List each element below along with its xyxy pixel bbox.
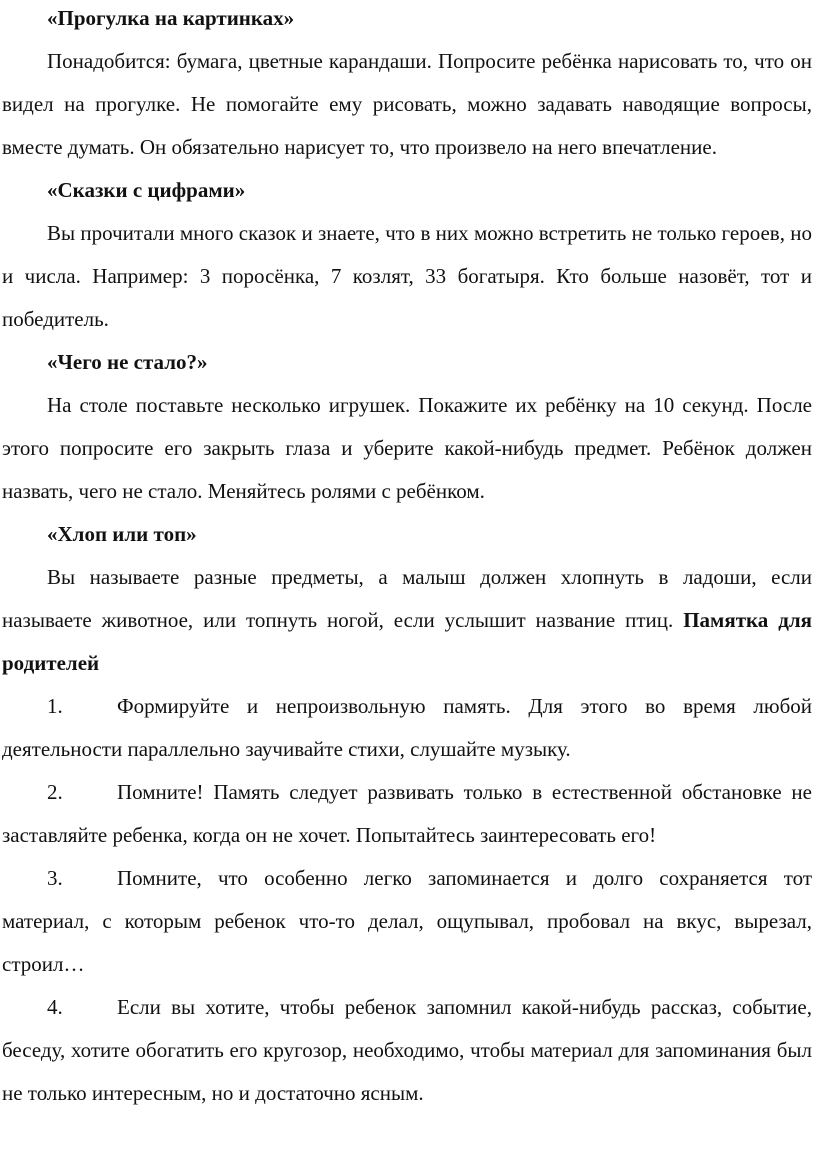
section-body-tales: Вы прочитали много сказок и знаете, что в них можно встретить не только героев, но и числа. Например: 3 поросёнка, 7 козлят, 33 богатыря. Кто больше назовёт, тот и победитель.	[2, 221, 812, 331]
section-body-missing: На столе поставьте несколько игрушек. Покажите их ребёнку на 10 секунд. После этого попросите его закрыть глаза и уберите какой-нибудь предмет. Ребёнок должен назвать, чего не стало. Меняйтесь ролями с ребёнком.	[2, 393, 812, 503]
section-title-tales: «Сказки с цифрами»	[47, 178, 246, 202]
memo-item-number: 1.	[47, 694, 63, 718]
section-title-missing: «Чего не стало?»	[47, 350, 208, 374]
section-body-clap	[2, 556, 812, 685]
section-title-clap: «Хлоп или топ»	[47, 522, 197, 546]
memo-item-4	[2, 986, 812, 1115]
memo-item-1	[2, 685, 812, 771]
section-body-clap-text: Вы называете разные предметы, а малыш должен хлопнуть в ладоши, если называете животное, или топнуть ногой, если услышит название птиц.	[2, 565, 812, 632]
memo-item-text: Помните! Память следует развивать только в естественной обстановке не заставляйте ребенка, когда он не хочет. Попытайтесь заинтересовать его!	[2, 780, 812, 847]
memo-item-number: 4.	[47, 995, 63, 1019]
memo-heading: Памятка для родителей	[2, 608, 813, 675]
memo-item-2	[2, 771, 812, 857]
memo-item-text: Помните, что особенно легко запоминается и долго сохраняется тот материал, с которым ребенок что-то делал, ощупывал, пробовал на вкус, вырезал, строил…	[2, 866, 812, 976]
memo-item-3	[2, 857, 812, 986]
memo-item-number: 2.	[47, 780, 63, 804]
memo-item-text: Формируйте и непроизвольную память. Для этого во время любой деятельности параллельно заучивайте стихи, слушайте музыку.	[2, 694, 812, 761]
memo-item-text: Если вы хотите, чтобы ребенок запомнил какой-нибудь рассказ, событие, беседу, хотите обогатить его кругозор, необходимо, чтобы материал для запоминания был не только интересным, но и достаточно ясным.	[2, 995, 812, 1105]
memo-item-number: 3.	[47, 866, 63, 890]
section-title-walk: «Прогулка на картинках»	[47, 6, 295, 30]
section-body-walk: Понадобится: бумага, цветные карандаши. Попросите ребёнка нарисовать то, что он видел на прогулке. Не помогайте ему рисовать, можно задавать наводящие вопросы, вместе думать. Он обязательно нарисует то, что произвело на него впечатление.	[2, 49, 812, 159]
